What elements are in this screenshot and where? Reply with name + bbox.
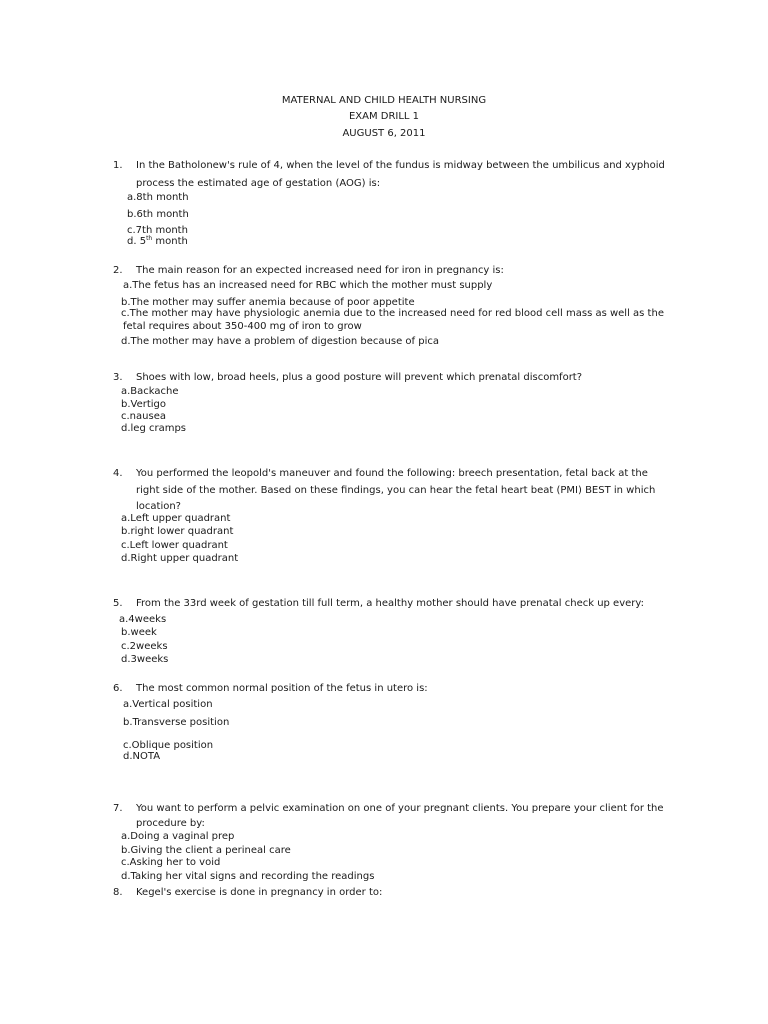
question-number: 8. — [113, 887, 123, 898]
answer-option: c.Oblique position — [123, 740, 214, 751]
question-number: 7. — [113, 803, 123, 814]
answer-option: c.Asking her to void — [121, 857, 221, 868]
question-number: 5. — [113, 598, 123, 609]
question-text: Shoes with low, broad heels, plus a good posture will prevent which prenatal discomfort? — [136, 372, 583, 383]
answer-option: d.NOTA — [123, 751, 161, 762]
answer-option: c.Left lower quadrant — [121, 540, 228, 551]
question-text: In the Batholonew's rule of 4, when the level of the fundus is midway between the umbilicus and xyphoid — [136, 160, 665, 171]
question-text: Kegel's exercise is done in pregnancy in order to: — [136, 887, 383, 898]
question-number: 4. — [113, 468, 123, 479]
answer-option: fetal requires about 350-400 mg of iron to grow — [123, 321, 362, 332]
answer-option: d.The mother may have a problem of digestion because of pica — [121, 336, 439, 347]
answer-option: d.Right upper quadrant — [121, 553, 239, 564]
answer-option: a.Left upper quadrant — [121, 513, 231, 524]
question-text: You performed the leopold's maneuver and found the following: breech presentation, fetal back at the — [136, 468, 648, 479]
answer-option: b.week — [121, 627, 157, 638]
answer-option: b.The mother may suffer anemia because of poor appetite — [121, 297, 415, 308]
question-text: The main reason for an expected increased need for iron in pregnancy is: — [136, 265, 504, 276]
answer-option: d.3weeks — [121, 654, 169, 665]
answer-option: b.Transverse position — [123, 717, 230, 728]
answer-option: a.Vertical position — [123, 699, 213, 710]
answer-option: d.Taking her vital signs and recording the readings — [121, 871, 375, 882]
answer-option: b.right lower quadrant — [121, 526, 234, 537]
answer-option: a.8th month — [127, 192, 189, 203]
answer-option: c.2weeks — [121, 641, 168, 652]
answer-option: b.Giving the client a perineal care — [121, 845, 291, 856]
answer-option: d.leg cramps — [121, 423, 187, 434]
question-text: right side of the mother. Based on these findings, you can hear the fetal heart beat (PMI) BEST in which — [136, 485, 656, 496]
answer-option: a.Doing a vaginal prep — [121, 831, 235, 842]
document-title: MATERNAL AND CHILD HEALTH NURSING — [281, 95, 487, 106]
answer-option: a.Backache — [121, 386, 179, 397]
question-number: 1. — [113, 160, 123, 171]
question-text: The most common normal position of the fetus in utero is: — [136, 683, 428, 694]
document-date: AUGUST 6, 2011 — [342, 128, 426, 139]
question-text: You want to perform a pelvic examination on one of your pregnant clients. You prepare your client for the — [136, 803, 664, 814]
answer-option: c.nausea — [121, 411, 166, 422]
question-number: 3. — [113, 372, 123, 383]
answer-option: b.Vertigo — [121, 399, 167, 410]
answer-option: a.The fetus has an increased need for RBC which the mother must supply — [123, 280, 493, 291]
answer-option: a.4weeks — [119, 614, 167, 625]
question-text: procedure by: — [136, 818, 205, 829]
answer-option: b.6th month — [127, 209, 189, 220]
question-text: From the 33rd week of gestation till full term, a healthy mother should have prenatal check up every: — [136, 598, 644, 609]
question-text: process the estimated age of gestation (AOG) is: — [136, 178, 381, 189]
document-subtitle: EXAM DRILL 1 — [348, 111, 420, 122]
answer-option: d. 5th month — [127, 235, 188, 247]
answer-option: c.The mother may have physiologic anemia due to the increased need for red blood cell mass as well as the — [121, 308, 664, 319]
answer-option: c.7th month — [127, 225, 188, 236]
question-number: 2. — [113, 265, 123, 276]
question-number: 6. — [113, 683, 123, 694]
question-text: location? — [136, 501, 181, 512]
